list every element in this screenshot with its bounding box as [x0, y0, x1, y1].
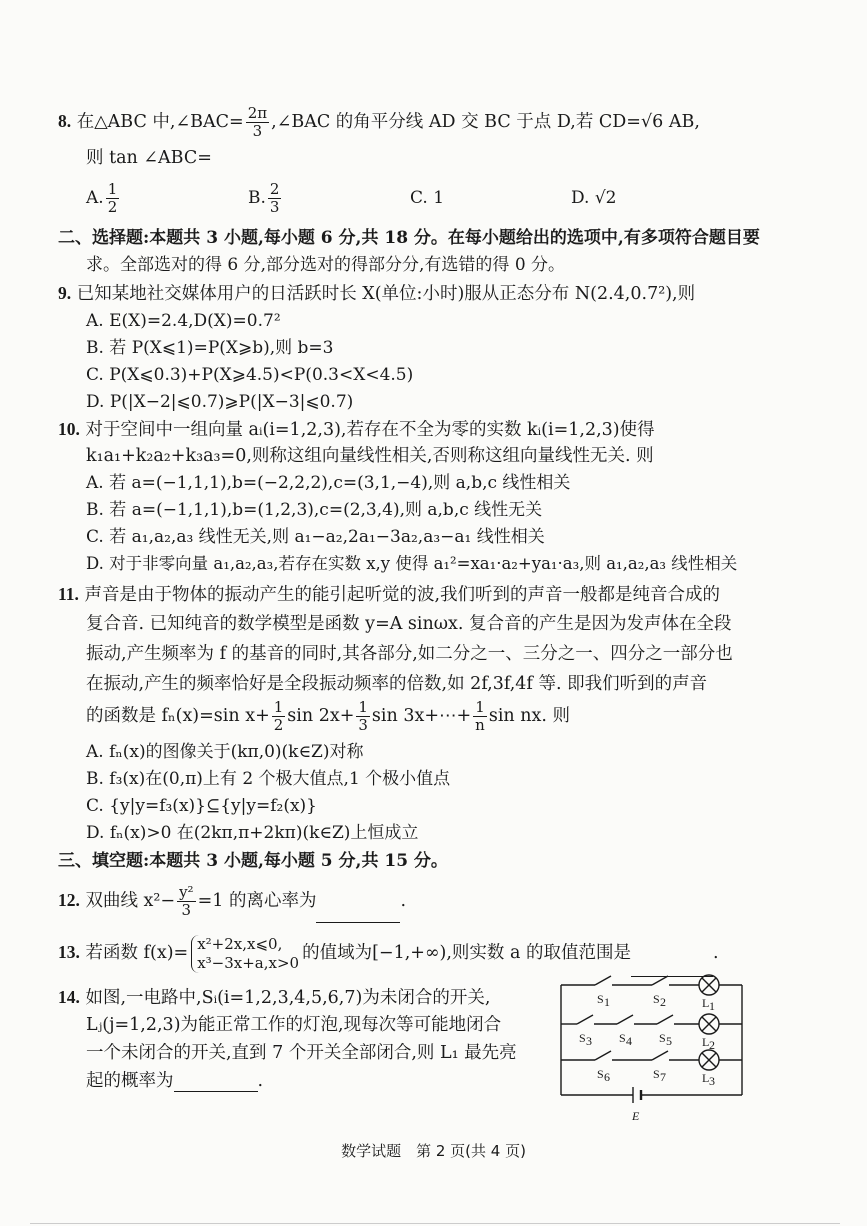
svg-text:1: 1 [604, 995, 610, 1009]
q9-option-a: A. E(X)=2.4,D(X)=0.7² [86, 311, 281, 331]
section2-heading-line1: 二、选择题:本题共 3 小题,每小题 6 分,共 18 分。在每小题给出的选项中,有多项符合题目要 [58, 228, 760, 248]
q9-stem: 9. 已知某地社交媒体用户的日活跃时长 X(单位:小时)服从正态分布 N(2.4,0.7²),则 [58, 283, 696, 304]
q10-option-b: B. 若 a=(−1,1,1),b=(1,2,3),c=(2,3,4),则 a,b,c 线性无关 [86, 500, 543, 520]
svg-text:7: 7 [660, 1070, 666, 1084]
svg-text:S: S [653, 1067, 660, 1081]
q10-option-a: A. 若 a=(−1,1,1),b=(−2,2,2),c=(3,1,−4),则 a,b,c 线性相关 [86, 473, 571, 493]
q11-option-a: A. fₙ(x)的图像关于(kπ,0)(k∈Z)对称 [86, 742, 364, 762]
svg-text:S: S [659, 1031, 666, 1045]
q14-answer-blank [174, 1075, 258, 1092]
svg-text:2: 2 [709, 1038, 715, 1052]
svg-text:S: S [579, 1031, 586, 1045]
q11-stem-line1: 11. 声音是由于物体的振动产生的能引起听觉的波,我们听到的声音一般都是纯音合成的 [58, 584, 721, 605]
svg-text:2: 2 [660, 995, 666, 1009]
q11-stem-line5: 的函数是 fₙ(x)=sin x+ $\frac{1}{2}$ sin 2x+ $\frac{1}{3}$ sin 3x+⋯+ $\frac{1}{n}$ sin nx. 则 [86, 698, 571, 734]
q10-stem-line2: k₁a₁+k₂a₂+k₃a₃=0,则称这组向量线性相关,否则称这组向量线性无关. 则 [86, 446, 654, 466]
q12-answer-blank [316, 906, 400, 923]
q10-stem-line1: 10. 对于空间中一组向量 aᵢ(i=1,2,3),若存在不全为零的实数 kᵢ(i=1,2,3)使得 [58, 419, 655, 440]
q14-line1: 14. 如图,一电路中,Sᵢ(i=1,2,3,4,5,6,7)为未闭合的开关, [58, 987, 491, 1008]
q11-stem-line4: 在振动,产生的频率恰好是全段振动频率的倍数,如 2f,3f,4f 等. 即我们听到的声音 [86, 674, 708, 694]
q9-option-c: C. P(X⩽0.3)+P(X⩾4.5)<P(0.3<X<4.5) [86, 365, 414, 385]
q12-stem: 12. 双曲线 x²− $\frac{\text{y²}}{3}$ =1 的离心率为 . [58, 878, 406, 923]
section2-heading-line2: 求。全部选对的得 6 分,部分选对的得部分分,有选错的得 0 分。 [86, 255, 566, 275]
svg-text:S: S [597, 992, 604, 1006]
svg-text:6: 6 [604, 1070, 610, 1084]
q14-circuit-diagram [555, 972, 750, 1130]
q8-number: 8. [58, 111, 72, 131]
q8-line2: 则 tan ∠ABC= [86, 148, 212, 168]
q8-option-a: A. $\frac{1}{2}$ [86, 180, 118, 216]
svg-text:S: S [597, 1067, 604, 1081]
q8-line1 [58, 103, 700, 140]
q8-option-c: C. 1 [410, 188, 445, 208]
q10-option-d: D. 对于非零向量 a₁,a₂,a₃,若存在实数 x,y 使得 a₁²=xa₁·a₂+ya₁·a₃,则 a₁,a₂,a₃ 线性相关 [86, 554, 738, 573]
q8-stem-b: ,∠BAC 的角平分线 AD 交 BC 于点 D,若 CD=√6 AB, [271, 112, 700, 132]
q8-fraction: $\frac{2\pi}{3}$ [247, 104, 268, 140]
page-bottom-rule [30, 1223, 840, 1224]
svg-text:3: 3 [586, 1034, 592, 1048]
q14-line2: Lⱼ(j=1,2,3)为能正常工作的灯泡,现每次等可能地闭合 [86, 1015, 502, 1035]
q9-option-d: D. P(|X−2|⩽0.7)⩾P(|X−3|⩽0.7) [86, 392, 354, 412]
svg-text:S: S [653, 992, 660, 1006]
svg-text:1: 1 [709, 999, 715, 1013]
svg-text:L: L [702, 1035, 710, 1049]
q10-option-c: C. 若 a₁,a₂,a₃ 线性无关,则 a₁−a₂,2a₁−3a₂,a₃−a₁ 线性相关 [86, 527, 545, 547]
q8-option-d: D. √2 [571, 188, 617, 208]
q9-option-b: B. 若 P(X⩽1)=P(X⩾b),则 b=3 [86, 338, 334, 358]
svg-text:3: 3 [709, 1074, 715, 1088]
q11-option-d: D. fₙ(x)>0 在(2kπ,π+2kπ)(k∈Z)上恒成立 [86, 823, 419, 843]
q11-option-c: C. {y|y=f₃(x)}⊆{y|y=f₂(x)} [86, 796, 317, 816]
svg-text:E: E [632, 1109, 640, 1123]
q11-stem-line2: 复合音. 已知纯音的数学模型是函数 y=A sinωx. 复合音的产生是因为发声体在全段 [86, 614, 732, 634]
q13-piecewise: x²+2x,x⩽0, x³−3x+a,x>0 [191, 935, 299, 973]
svg-text:4: 4 [626, 1034, 632, 1048]
q14-line3: 一个未闭合的开关,直到 7 个开关全部闭合,则 L₁ 最先亮 [86, 1043, 517, 1063]
svg-text:S: S [619, 1031, 626, 1045]
svg-text:L: L [702, 1071, 710, 1085]
q13-stem: 13. 若函数 f(x)= x²+2x,x⩽0, x³−3x+a,x>0 的值域为[−1,+∞),则实数 a 的取值范围是 . [58, 928, 719, 977]
q14-line4: 起的概率为 . [86, 1071, 264, 1091]
svg-text:5: 5 [666, 1034, 672, 1048]
q8-stem-a: 在△ABC 中,∠BAC= [76, 112, 244, 132]
q11-option-b: B. f₃(x)在(0,π)上有 2 个极大值点,1 个极小值点 [86, 769, 451, 789]
q8-option-b: B. $\frac{2}{3}$ [248, 180, 280, 216]
section3-heading: 三、填空题:本题共 3 小题,每小题 5 分,共 15 分。 [58, 851, 448, 871]
page-footer: 数学试题 第 2 页(共 4 页) [341, 1142, 526, 1160]
q11-stem-line3: 振动,产生频率为 f 的基音的同时,其各部分,如二分之一、三分之一、四分之一部分也 [86, 644, 733, 664]
svg-text:L: L [702, 996, 710, 1010]
